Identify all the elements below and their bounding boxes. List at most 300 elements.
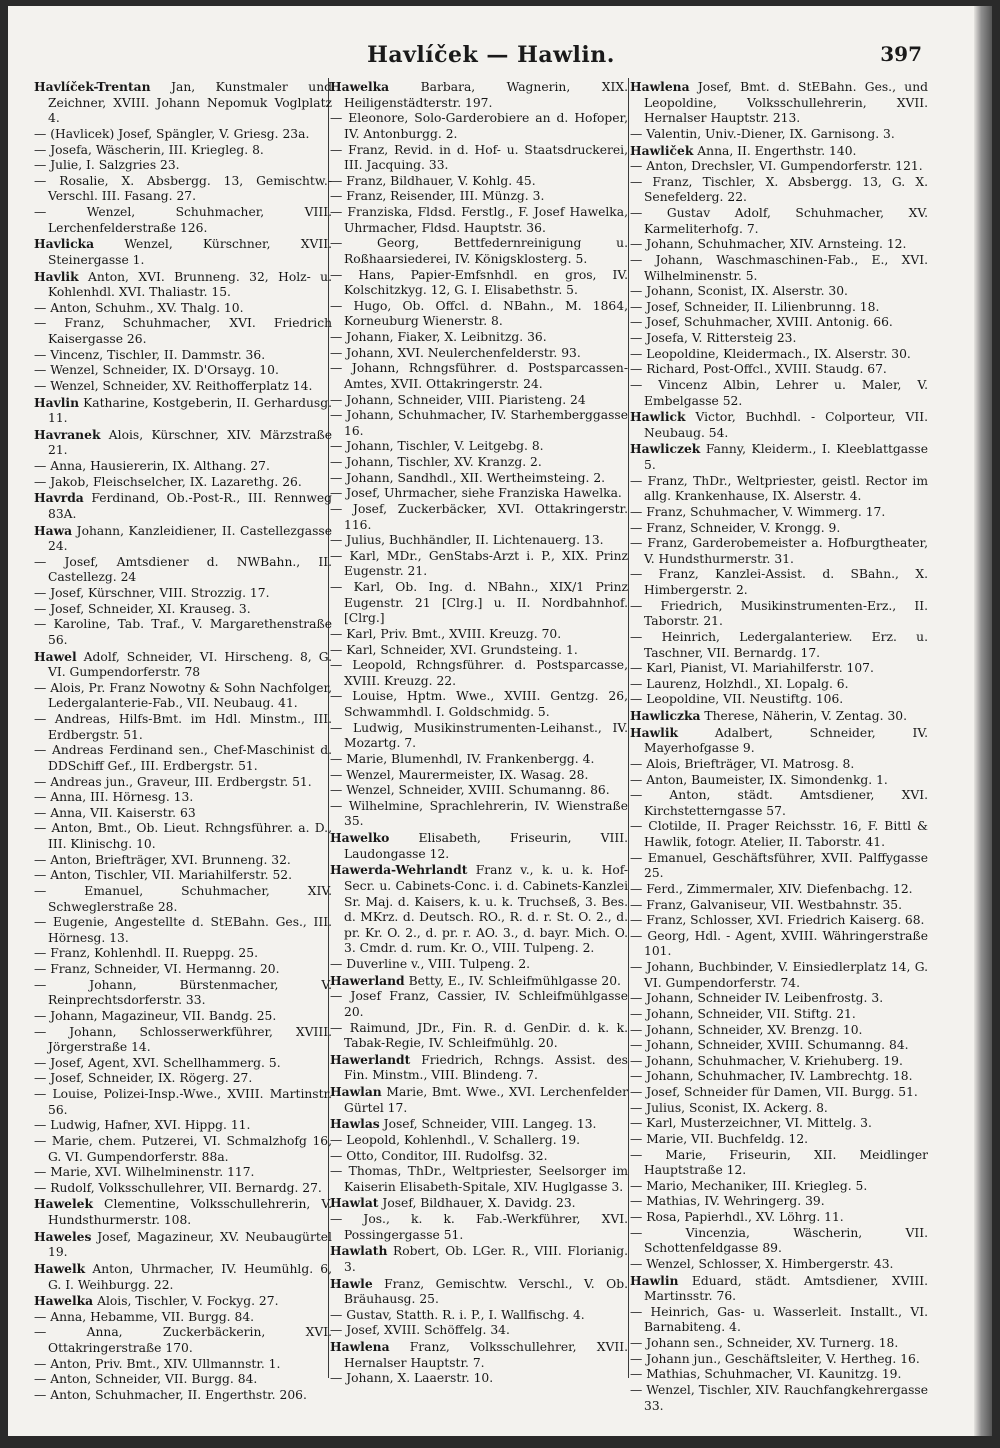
directory-entry	[630, 536, 928, 567]
directory-entry	[630, 1352, 928, 1368]
directory-entry	[34, 1357, 332, 1373]
directory-entry	[34, 712, 332, 743]
directory-entry	[330, 643, 628, 659]
directory-entry	[630, 1383, 928, 1414]
entry-text: — Thomas, ThDr., Weltpriester, Seelsorger im Kaiserin Elisabeth-Spitale, XIV. Huglgasse 3.	[330, 1164, 628, 1194]
entry-surname: Hawelka	[34, 1293, 94, 1309]
entry-text: — Wenzel, Schlosser, X. Himbergerstr. 43.	[630, 1256, 894, 1271]
entry-text: — Johann jun., Geschäftsleiter, V. Hertheg. 16.	[630, 1351, 920, 1366]
entry-surname: Havlicka	[34, 236, 95, 252]
directory-entry	[630, 347, 928, 363]
entry-text: — Johann, Schuhmacher, IV. Lambrechtg. 18.	[630, 1069, 913, 1084]
entry-text: — Karl, Musterzeichner, VI. Mittelg. 3.	[630, 1116, 872, 1131]
entry-text: — Franz, Kohlenhdl. II. Rueppg. 25.	[34, 946, 258, 961]
entry-text: — Clotilde, II. Prager Reichsstr. 16, F. Bittl & Hawlik, fotogr. Atelier, II. Taborstr. 41.	[630, 819, 928, 849]
directory-entry	[34, 395, 332, 427]
entry-text: — Johann, X. Laaerstr. 10.	[330, 1371, 494, 1386]
directory-entry	[330, 973, 628, 990]
entry-text: — Johann, Bürstenmacher, V. Reinprechtsdorferstr. 33.	[34, 977, 332, 1008]
entry-text: Ferdinand, Ob.-Post-R., III. Rennweg 83A.	[48, 491, 332, 521]
entry-text: — Heinrich, Ledergalanteriew. Erz. u. Taschner, VII. Bernardg. 17.	[630, 629, 928, 660]
directory-entry	[630, 661, 928, 677]
entry-text: — Karl, Ob. Ing. d. NBahn., XIX/1 Prinz Eugenstr. 21 [Clrg.] u. II. Nordbahnhof. [Clrg.]	[330, 580, 628, 626]
directory-entry	[630, 143, 928, 160]
directory-entry	[630, 692, 928, 708]
entry-text: — Leopold, Kohlenhdl., V. Schallerg. 19.	[330, 1132, 581, 1147]
entry-surname: Hawlath	[330, 1243, 388, 1259]
directory-entry	[330, 408, 628, 439]
directory-entry	[34, 1087, 332, 1118]
entry-text: — Wenzel, Schneider, XV. Reithofferplatz 14.	[34, 378, 313, 393]
directory-entry	[630, 1007, 928, 1023]
entry-text: Adalbert, Schneider, IV. Mayerhofgasse 9.	[644, 725, 928, 756]
entry-text: — Marie, VII. Buchfeldg. 12.	[630, 1131, 809, 1146]
directory-entry	[630, 331, 928, 347]
directory-entry	[34, 649, 332, 681]
directory-entry	[34, 1118, 332, 1134]
directory-entry	[630, 1336, 928, 1352]
directory-entry	[630, 159, 928, 175]
directory-entry	[330, 830, 628, 862]
entry-text: — Josef, Zuckerbäcker, XVI. Ottakringerstr. 116.	[330, 501, 628, 532]
entry-text: — Franz, Garderobemeister a. Hofburgtheater, V. Hundsthurmerstr. 31.	[630, 536, 928, 566]
entry-text: — Wenzel, Maurermeister, IX. Wasag. 28.	[330, 767, 589, 782]
entry-text: — Franz, Kanzlei-Assist. d. SBahn., X. Himbergerstr. 2.	[630, 567, 928, 597]
directory-entry	[34, 79, 332, 127]
entry-text: — Rosalie, X. Absbergg. 13, Gemischtw.-Verschl. III. Fasang. 27.	[34, 173, 332, 204]
entry-text: — Karl, Schneider, XVI. Grundsteing. 1.	[330, 642, 578, 657]
entry-text: — Andreas, Hilfs-Bmt. im Hdl. Minstm., III. Erdbergstr. 51.	[34, 712, 332, 742]
directory-entry	[630, 913, 928, 929]
directory-entry	[630, 1367, 928, 1383]
directory-entry	[330, 1339, 628, 1371]
entry-text: — Johann, Buchbinder, V. Einsiedlerplatz 14, G. VI. Gumpendorferstr. 74.	[630, 960, 928, 990]
entry-text: — Marie, chem. Putzerei, VI. Schmalzhofg 16, G. VI. Gumpendorferstr. 88a.	[34, 1133, 332, 1164]
directory-entry	[330, 721, 628, 752]
entry-surname: Hawlan	[330, 1084, 382, 1099]
directory-entry	[34, 1196, 332, 1228]
entry-text: Anna, II. Engerthstr. 140.	[693, 143, 857, 158]
entry-surname: Havlik	[34, 268, 79, 284]
directory-entry	[34, 348, 332, 364]
entry-text: — Franz, Schuhmacher, XVI. Friedrich Kaisergasse 26.	[34, 316, 332, 346]
entry-text: — Ferd., Zimmermaler, XIV. Diefenbachg. 12.	[630, 881, 913, 896]
directory-entry	[630, 929, 928, 960]
directory-entry	[34, 1261, 332, 1293]
entry-text: — Wenzel, Tischler, XIV. Rauchfangkehrergasse 33.	[630, 1382, 928, 1413]
entry-text: Josef, Bmt. d. StEBahn. Ges., und Leopoldine, Volksschullehrerin, XVII. Hernalser Hauptstr. 213.	[644, 80, 928, 126]
entry-surname: Hawlena	[330, 1339, 390, 1354]
entry-text: — Vincenzia, Wäscherin, VII. Schottenfeldgasse 89.	[630, 1225, 928, 1256]
entry-text: — Wenzel, Schneider, XVIII. Schumanng. 86.	[330, 783, 610, 798]
directory-entry	[34, 158, 332, 174]
directory-entry	[330, 174, 628, 190]
entry-text: — Eugenie, Angestellte d. StEBahn. Ges., III. Hörnesg. 13.	[34, 915, 332, 945]
directory-entry	[34, 1372, 332, 1388]
entry-surname: Havlíček-Trentan	[34, 79, 151, 94]
entry-text: — Julius, Buchhändler, II. Lichtenauerg. 13.	[330, 533, 604, 548]
entry-text: — Jakob, Fleischselcher, IX. Lazarethg. 26.	[34, 474, 302, 489]
entry-text: Barbara, Wagnerin, XIX. Heiligenstädterstr. 197.	[344, 80, 628, 110]
entry-text: — Vincenz, Tischler, II. Dammstr. 36.	[34, 347, 266, 362]
directory-entry	[630, 960, 928, 991]
entry-text: Anton, XVI. Brunneng. 32, Holz- u. Kohlenhdl. XVI. Thaliastr. 15.	[48, 269, 332, 300]
entry-text: — Karl, Priv. Bmt., XVIII. Kreuzg. 70.	[330, 626, 562, 641]
entry-text: — Emanuel, Geschäftsführer, XVII. Palffygasse 25.	[630, 850, 928, 881]
directory-entry	[630, 898, 928, 914]
directory-entry	[630, 1085, 928, 1101]
entry-text: — Anton, Drechsler, VI. Gumpendorferstr. 121.	[630, 159, 923, 174]
entry-text: — Wilhelmine, Sprachlehrerin, IV. Wienstraße 35.	[330, 798, 628, 829]
entry-text: — Johann, Schuhmacher, V. Kriehuberg. 19.	[630, 1053, 903, 1068]
entry-text: — Johann sen., Schneider, XV. Turnerg. 18.	[630, 1336, 899, 1350]
directory-entry	[630, 1101, 928, 1117]
entry-surname: Hawlik	[630, 724, 679, 740]
entry-text: — Andreas jun., Graveur, III. Erdbergstr. 51.	[34, 774, 312, 789]
directory-entry	[630, 1257, 928, 1273]
directory-entry	[34, 1134, 332, 1165]
entry-text: — Mario, Mechaniker, III. Kriegleg. 5.	[630, 1178, 868, 1193]
entry-text: — Franz, Schuhmacher, V. Wimmerg. 17.	[630, 504, 886, 519]
directory-entry	[330, 346, 628, 362]
entry-text: — Josef, Schneider, IX. Rögerg. 27.	[34, 1071, 253, 1086]
directory-entry	[34, 1388, 332, 1404]
directory-entry	[630, 1069, 928, 1085]
column-divider	[628, 78, 629, 1378]
entry-text: — Josef, Uhrmacher, siehe Franziska Hawelka.	[330, 486, 622, 501]
entry-text: — Alois, Briefträger, VI. Matrosg. 8.	[630, 756, 855, 771]
entry-text: — Johann, Schneider IV. Leibenfrostg. 3.	[630, 991, 884, 1006]
directory-entry	[330, 1212, 628, 1243]
entry-text: — Leopoldine, VII. Neustiftg. 106.	[630, 692, 844, 707]
directory-entry	[630, 677, 928, 693]
entry-text: — Wenzel, Schneider, IX. D'Orsayg. 10.	[34, 363, 279, 378]
directory-entry	[34, 978, 332, 1009]
entry-text: — Gustav Adolf, Schuhmacher, XV. Karmeliterhofg. 7.	[630, 206, 928, 236]
directory-entry	[34, 681, 332, 712]
directory-entry	[630, 441, 928, 473]
entry-surname: Hawel	[34, 648, 77, 664]
entry-surname: Hawerlandt	[330, 1051, 411, 1067]
entry-text: — Richard, Post-Offcl., XVIII. Staudg. 67.	[630, 362, 887, 377]
entry-text: Clementine, Volksschullehrerin, V. Hundsthurmerstr. 108.	[48, 1197, 332, 1227]
directory-entry	[630, 1305, 928, 1336]
directory-entry	[330, 1164, 628, 1195]
entry-text: — Johann, Rchngsführer. d. Postsparcassen-Amtes, XVII. Ottakringerstr. 24.	[330, 361, 628, 391]
directory-entry	[330, 502, 628, 533]
directory-entry	[34, 884, 332, 915]
directory-entry	[630, 788, 928, 819]
directory-entry	[630, 882, 928, 898]
entry-text: Wenzel, Kürschner, XVII. Steinergasse 1.	[48, 237, 332, 267]
directory-entry	[34, 821, 332, 852]
directory-entry	[330, 1243, 628, 1275]
entry-surname: Hawerland	[330, 972, 405, 988]
directory-entry	[34, 205, 332, 236]
entry-surname: Hawlat	[330, 1195, 379, 1211]
directory-entry	[34, 301, 332, 317]
entry-text: — Johann, Schlosserwerkführer, XVIII. Jörgerstraße 14.	[34, 1024, 332, 1055]
directory-entry	[34, 946, 332, 962]
directory-entry	[630, 991, 928, 1007]
entry-surname: Hawlas	[330, 1116, 380, 1132]
entry-text: — Hans, Papier-Emfsnhdl. en gros, IV. Kolschitzkyg. 12, G. I. Elisabethstr. 5.	[330, 267, 628, 298]
entry-text: — Johann, Schneider, VII. Stiftg. 21.	[630, 1006, 856, 1021]
directory-entry	[330, 486, 628, 502]
directory-entry	[34, 617, 332, 648]
directory-entry	[630, 1194, 928, 1210]
entry-text: — Josef, Agent, XVI. Schellhammerg. 5.	[34, 1055, 281, 1070]
entry-text: — Josef, Schneider, II. Lilienbrunng. 18.	[630, 299, 880, 314]
directory-entry	[330, 361, 628, 392]
entry-text: — Leopoldine, Kleidermach., IX. Alserstr. 30.	[630, 346, 911, 361]
entry-text: — Josef, XVIII. Schöffelg. 34.	[330, 1323, 510, 1338]
entry-text: — Josef, Schneider, XI. Krauseg. 3.	[34, 601, 251, 616]
directory-entry	[34, 1310, 332, 1326]
directory-column-3	[630, 79, 928, 1414]
directory-entry	[330, 768, 628, 784]
entry-text: Alois, Tischler, V. Fockyg. 27.	[93, 1294, 279, 1309]
directory-entry	[34, 1181, 332, 1197]
directory-entry	[630, 175, 928, 206]
directory-entry	[34, 174, 332, 205]
entry-text: — Johann, Schneider, XV. Brenzg. 10.	[630, 1022, 863, 1037]
directory-entry	[330, 1021, 628, 1052]
entry-text: — Duverline v., VIII. Tulpeng. 2.	[330, 957, 531, 971]
entry-text: Alois, Kürschner, XIV. Märzstraße 21.	[48, 427, 332, 458]
directory-entry	[630, 1054, 928, 1070]
directory-entry	[34, 868, 332, 884]
directory-entry	[630, 1038, 928, 1054]
directory-entry	[630, 1210, 928, 1226]
directory-entry	[34, 363, 332, 379]
entry-text: — Josef, Schneider für Damen, VII. Burgg. 51.	[630, 1085, 918, 1099]
entry-text: — Ludwig, Musikinstrumenten-Leihanst., IV. Mozartg. 7.	[330, 720, 628, 751]
directory-entry	[330, 1133, 628, 1149]
directory-entry	[330, 111, 628, 142]
entry-text: — Johann, Magazineur, VII. Bandg. 25.	[34, 1008, 277, 1023]
entry-text: — Johann, Fiaker, X. Leibnitzg. 36.	[330, 330, 547, 344]
entry-text: — Johann, Tischler, V. Leitgebg. 8.	[330, 439, 544, 454]
entry-text: — Josef, Schuhmacher, XVIII. Antonig. 66.	[630, 315, 893, 330]
entry-text: — Julius, Sconist, IX. Ackerg. 8.	[630, 1100, 828, 1115]
entry-surname: Havranek	[34, 426, 101, 442]
directory-entry	[34, 602, 332, 618]
directory-entry	[630, 206, 928, 237]
directory-entry	[34, 379, 332, 395]
entry-text: Eduard, städt. Amtsdiener, XVIII. Martinsstr. 76.	[644, 1273, 928, 1304]
entry-text: — Johann, Sandhdl., XII. Wertheimsteing. 2.	[330, 470, 606, 485]
entry-text: — Mathias, Schuhmacher, VI. Kaunitzg. 19.	[630, 1367, 902, 1382]
entry-text: — Julie, I. Salzgries 23.	[34, 158, 180, 173]
entry-surname: Hawerda-Wehrlandt	[330, 862, 468, 878]
directory-entry	[34, 1325, 332, 1356]
entry-text: — Georg, Hdl. - Agent, XVIII. Währingerstraße 101.	[630, 928, 928, 959]
directory-entry	[330, 1195, 628, 1212]
entry-text: Therese, Näherin, V. Zentag. 30.	[700, 709, 907, 723]
entry-text: — Leopold, Rchngsführer. d. Postsparcasse, XVIII. Kreuzg. 22.	[330, 658, 628, 688]
directory-entry	[630, 284, 928, 300]
entry-text: — Friedrich, Musikinstrumenten-Erz., II. Taborstr. 21.	[630, 598, 928, 629]
entry-text: — Anton, Tischler, VII. Mariahilferstr. 52.	[34, 868, 293, 883]
entry-text: — Franz, Tischler, X. Absbergg. 13, G. X. Senefelderg. 22.	[630, 174, 928, 205]
directory-entry	[34, 316, 332, 347]
directory-entry	[330, 205, 628, 236]
directory-entry	[330, 455, 628, 471]
directory-entry	[630, 474, 928, 505]
directory-entry	[34, 1229, 332, 1261]
entry-text: Josef, Magazineur, XV. Neubaugürtel 19.	[48, 1229, 332, 1260]
directory-entry	[330, 862, 628, 957]
directory-entry	[330, 79, 628, 111]
entry-text: — Anna, Hausiererin, IX. Althang. 27.	[34, 459, 270, 473]
directory-entry	[330, 549, 628, 580]
entry-text: Franz v., k. u. k. Hof-Secr. u. Cabinets-Conc. i. d. Cabinets-Kanzlei Sr. Maj. d. Kaisers, k. u. k. Truchseß, 3. Bes. d. MKrz. d. Deutsch. RO., R. d. r. St. O. 2., d. pr. Kr. O. 2., d. pr. r. AO. 3., d. bayr. Mich. O. 3. Cmdr. d. rum. Kr. O., VIII. Tulpeng. 2.	[344, 863, 628, 956]
directory-entry	[630, 773, 928, 789]
entry-surname: Hawelka	[330, 79, 390, 94]
directory-page	[8, 6, 974, 1436]
directory-entry	[34, 853, 332, 869]
directory-entry	[630, 253, 928, 284]
directory-entry	[34, 127, 332, 143]
entry-text: — Karl, Pianist, VI. Mariahilferstr. 107.	[630, 661, 874, 676]
directory-entry	[330, 989, 628, 1020]
entry-text: — Johann, Schuhmacher, IV. Starhemberggasse 16.	[330, 408, 628, 438]
entry-text: — Gustav, Statth. R. i. P., I. Wallfischg. 4.	[330, 1307, 585, 1322]
directory-entry	[34, 586, 332, 602]
entry-text: — Louise, Hptm. Wwe., XVIII. Gentzg. 26, Schwammhdl. I. Goldschmidg. 5.	[330, 689, 628, 719]
entry-text: — Johann, Schneider, VIII. Piaristeng. 24	[330, 392, 586, 407]
entry-text: — Johann, Schneider, XVIII. Schumanng. 84.	[630, 1038, 909, 1053]
entry-text: Betty, E., IV. Schleifmühlgasse 20.	[404, 973, 621, 988]
directory-entry	[34, 1056, 332, 1072]
directory-entry	[630, 567, 928, 598]
directory-entry	[34, 490, 332, 522]
page-edge-shadow	[974, 6, 992, 1436]
directory-entry	[630, 1273, 928, 1305]
entry-text: — Anton, Schuhmacher, II. Engerthstr. 206.	[34, 1387, 307, 1402]
entry-text: Franz, Gemischtw. Verschl., V. Ob. Bräuhausg. 25.	[344, 1276, 628, 1307]
entry-text: — Josef, Kürschner, VIII. Strozzig. 17.	[34, 586, 270, 600]
entry-text: — Franz, ThDr., Weltpriester, geistl. Rector im allg. Krankenhause, IX. Alserstr. 4.	[630, 473, 928, 504]
entry-surname: Hawle	[330, 1275, 373, 1291]
entry-text: — Valentin, Univ.-Diener, IX. Garnisong. 3.	[630, 126, 895, 141]
entry-text: Josef, Schneider, VIII. Langeg. 13.	[379, 1117, 597, 1132]
directory-entry	[630, 1148, 928, 1179]
entry-surname: Hawlena	[630, 79, 690, 94]
directory-entry	[330, 1371, 628, 1387]
directory-entry	[630, 819, 928, 850]
directory-entry	[330, 689, 628, 720]
entry-surname: Havrda	[34, 490, 84, 506]
directory-entry	[630, 1023, 928, 1039]
directory-entry	[34, 790, 332, 806]
entry-text: Fanny, Kleiderm., I. Kleeblattgasse 5.	[644, 442, 928, 472]
entry-text: — Raimund, JDr., Fin. R. d. GenDir. d. k. k. Tabak-Regie, IV. Schleifmühlg. 20.	[330, 1020, 628, 1051]
entry-surname: Havlin	[34, 394, 80, 410]
entry-text: — Heinrich, Gas- u. Wasserleit. Installt., VI. Barnabiteng. 4.	[630, 1304, 928, 1335]
entry-text: — Eleonore, Solo-Garderobiere an d. Hofoper, IV. Antonburgg. 2.	[330, 111, 628, 141]
directory-entry	[34, 475, 332, 491]
directory-entry	[330, 658, 628, 689]
directory-entry	[630, 315, 928, 331]
directory-entry	[330, 627, 628, 643]
entry-text: Anton, Uhrmacher, IV. Heumühlg. 6, G. I. Weihburgg. 22.	[48, 1261, 332, 1292]
directory-entry	[34, 143, 332, 159]
directory-entry	[330, 1116, 628, 1133]
directory-entry	[330, 1308, 628, 1324]
directory-entry	[34, 459, 332, 475]
entry-text: — Josefa, Wäscherin, III. Kriegleg. 8.	[34, 142, 264, 157]
entry-surname: Hawlick	[630, 409, 686, 425]
entry-text: — Mathias, IV. Wehringerg. 39.	[630, 1194, 825, 1209]
directory-entry	[34, 743, 332, 774]
directory-entry	[330, 236, 628, 267]
entry-text: Robert, Ob. LGer. R., VIII. Florianig. 3.	[344, 1244, 628, 1274]
entry-text: — Louise, Polizei-Insp.-Wwe., XVIII. Martinstr. 56.	[34, 1087, 332, 1117]
entry-text: Franz, Volksschullehrer, XVII. Hernalser Hauptstr. 7.	[344, 1340, 628, 1370]
directory-entry	[34, 269, 332, 301]
entry-text: — Anton, Schneider, VII. Burgg. 84.	[34, 1372, 258, 1387]
directory-entry	[34, 962, 332, 978]
directory-entry	[330, 189, 628, 205]
entry-text: — Johann, Schuhmacher, XIV. Arnsteing. 12.	[630, 237, 907, 252]
entry-text: — Jos., k. k. Fab.-Werkführer, XVI. Possingergasse 51.	[330, 1212, 628, 1242]
entry-text: Johann, Kanzleidiener, II. Castellezgasse 24.	[48, 523, 332, 554]
directory-entry	[34, 775, 332, 791]
directory-entry	[330, 143, 628, 174]
entry-text: — Franz, Bildhauer, V. Kohlg. 45.	[330, 173, 536, 188]
entry-text: Adolf, Schneider, VI. Hirscheng. 8, G. VI. Gumpendorferstr. 78	[48, 649, 332, 680]
directory-entry	[330, 1052, 628, 1084]
entry-text: — Johann, Sconist, IX. Alserstr. 30.	[630, 284, 848, 299]
entry-text: — Josefa, V. Rittersteig 23.	[630, 331, 797, 345]
directory-entry	[630, 725, 928, 757]
directory-entry	[330, 799, 628, 830]
directory-entry	[330, 752, 628, 768]
entry-text: — Alois, Pr. Franz Nowotny & Sohn Nachfolger, Ledergalanterie-Fab., VII. Neubaug. 41.	[34, 680, 332, 711]
entry-text: — Georg, Bettfedernreinigung u. Roßhaarsiederei, IV. Königsklosterg. 5.	[330, 236, 628, 266]
entry-surname: Hawliczek	[630, 441, 701, 457]
directory-entry	[330, 1323, 628, 1339]
entry-text: — Anna, Zuckerbäckerin, XVI. Ottakringerstraße 170.	[34, 1325, 332, 1355]
entry-surname: Hawelko	[330, 830, 390, 845]
entry-text: Katharine, Kostgeberin, II. Gerhardusg. 11.	[48, 395, 332, 426]
entry-text: — Anna, Hebamme, VII. Burgg. 84.	[34, 1309, 255, 1324]
directory-entry	[34, 1293, 332, 1310]
directory-entry	[630, 1132, 928, 1148]
entry-text: — Franziska, Fldsd. Ferstlg., F. Josef Hawelka, Uhrmacher, Fldsd. Hauptstr. 36.	[330, 205, 628, 235]
entry-surname: Hawliček	[630, 142, 694, 158]
entry-text: — Anton, Briefträger, XVI. Brunneng. 32.	[34, 852, 291, 867]
entry-surname: Haweles	[34, 1228, 92, 1244]
directory-column-2	[330, 79, 628, 1387]
entry-text: Victor, Buchhdl. - Colporteur, VII. Neubaug. 54.	[644, 410, 928, 440]
entry-text: — Anna, VII. Kaiserstr. 63	[34, 805, 196, 820]
entry-text: Jan, Kunstmaler und Zeichner, XVIII. Johann Nepomuk Voglplatz 4.	[48, 80, 332, 126]
entry-text: — Emanuel, Schuhmacher, XIV. Schweglerstraße 28.	[34, 883, 332, 914]
directory-entry	[630, 1226, 928, 1257]
entry-text: — Wenzel, Schuhmacher, VIII. Lerchenfelderstraße 126.	[34, 205, 332, 235]
entry-text: — Laurenz, Holzhdl., XI. Lopalg. 6.	[630, 676, 849, 691]
entry-text: — Vincenz Albin, Lehrer u. Maler, V. Embelgasse 52.	[630, 377, 928, 408]
page-number: 397	[880, 42, 922, 66]
directory-entry	[630, 757, 928, 773]
entry-surname: Hawelek	[34, 1196, 94, 1212]
directory-entry	[330, 580, 628, 627]
entry-text: — Rosa, Papierhdl., XV. Löhrg. 11.	[630, 1210, 844, 1224]
entry-text: — Johann, Waschmaschinen-Fab., E., XVI. Wilhelminenstr. 5.	[630, 252, 928, 283]
